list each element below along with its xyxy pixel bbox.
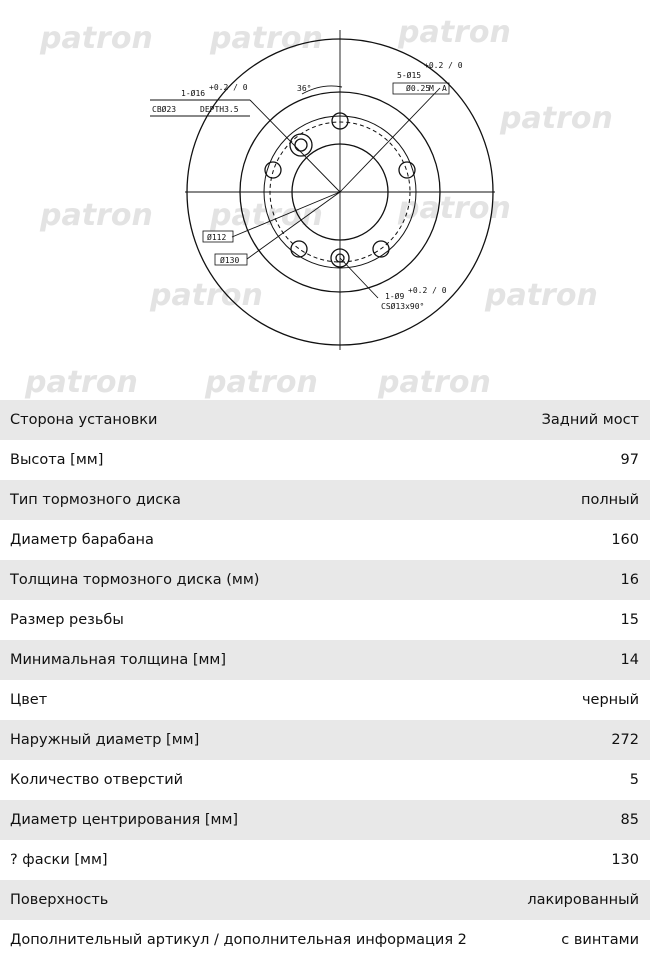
watermark: patron <box>398 191 511 226</box>
small-hole-label: 1-Ø16 <box>181 89 206 98</box>
spec-row <box>0 800 650 840</box>
spec-label: Количество отверстий <box>10 772 184 788</box>
spec-value: лакированный <box>527 892 639 908</box>
spec-label: Поверхность <box>10 892 109 908</box>
spec-value: 16 <box>620 572 639 588</box>
spec-label: Наружный диаметр [мм] <box>10 732 200 748</box>
angle-label: 36° <box>297 84 312 93</box>
counterbore-hole-inner <box>295 139 307 151</box>
spec-value: 97 <box>620 452 639 468</box>
spec-row <box>0 600 650 640</box>
bolt-holes-tolerance: +0.2 / 0 <box>424 61 463 70</box>
spec-row <box>0 480 650 520</box>
spec-label: Тип тормозного диска <box>10 492 181 508</box>
bolt-hole <box>291 241 307 257</box>
spec-row <box>0 920 650 960</box>
watermark: patron <box>150 278 263 313</box>
watermark: patron <box>205 365 318 400</box>
spec-row <box>0 720 650 760</box>
watermark: patron <box>378 365 491 400</box>
watermark: patron <box>25 365 138 400</box>
spec-label: Цвет <box>10 692 48 708</box>
spec-row <box>0 520 650 560</box>
center-hole-tolerance: +0.2 / 0 <box>408 286 447 295</box>
spec-label: Сторона установки <box>10 412 158 428</box>
bolt-holes-label: 5-Ø15 <box>397 71 422 80</box>
spec-value: полный <box>581 492 639 508</box>
spec-label: Размер резьбы <box>10 612 124 628</box>
spec-value: 15 <box>620 612 639 628</box>
counterbore-label: CBØ23 <box>152 105 177 114</box>
spec-row <box>0 560 650 600</box>
small-hole-tolerance: +0.2 / 0 <box>209 83 248 92</box>
chamfer-label: CSØ13x90° <box>381 302 425 311</box>
spec-row <box>0 400 650 440</box>
datum-a: A <box>442 84 447 93</box>
spec-value: 130 <box>611 852 639 868</box>
spec-label: Высота [мм] <box>10 452 104 468</box>
spec-row <box>0 840 650 880</box>
spec-row <box>0 760 650 800</box>
spec-value: 272 <box>611 732 639 748</box>
spec-value: 85 <box>620 812 639 828</box>
spec-label: Толщина тормозного диска (мм) <box>10 572 260 588</box>
pcd-outer-label: Ø130 <box>220 256 240 265</box>
pcd-inner-label: Ø112 <box>207 233 227 242</box>
spec-row <box>0 640 650 680</box>
brake-disc-drawing <box>0 0 650 400</box>
spec-value: Задний мост <box>541 412 639 428</box>
watermark: patron <box>485 278 598 313</box>
center-hole-label: 1-Ø9 <box>385 292 405 301</box>
spec-label: Дополнительный артикул / дополнительная информация 2 <box>10 932 467 948</box>
watermark: patron <box>40 21 153 56</box>
spec-label: Диаметр барабана <box>10 532 154 548</box>
watermark: patron <box>210 21 323 56</box>
spec-value: 14 <box>620 652 639 668</box>
spec-value: с винтами <box>561 932 639 948</box>
datum-m: M <box>429 84 434 93</box>
spec-value: 160 <box>611 532 639 548</box>
spec-row <box>0 680 650 720</box>
position-tolerance: Ø0.25 <box>406 84 431 93</box>
watermark: patron <box>210 198 323 233</box>
spec-label: Диаметр центрирования [мм] <box>10 812 239 828</box>
watermark: patron <box>40 198 153 233</box>
watermark: patron <box>500 101 613 136</box>
technical-drawing <box>0 0 650 400</box>
spec-label: ? фаски [мм] <box>10 852 108 868</box>
watermark: patron <box>398 15 511 50</box>
spec-row <box>0 440 650 480</box>
specs-table <box>0 400 650 960</box>
spec-label: Минимальная толщина [мм] <box>10 652 227 668</box>
spec-value: черный <box>581 692 639 708</box>
depth-label: DEPTH3.5 <box>200 105 239 114</box>
spec-value: 5 <box>629 772 639 788</box>
spec-row <box>0 880 650 920</box>
